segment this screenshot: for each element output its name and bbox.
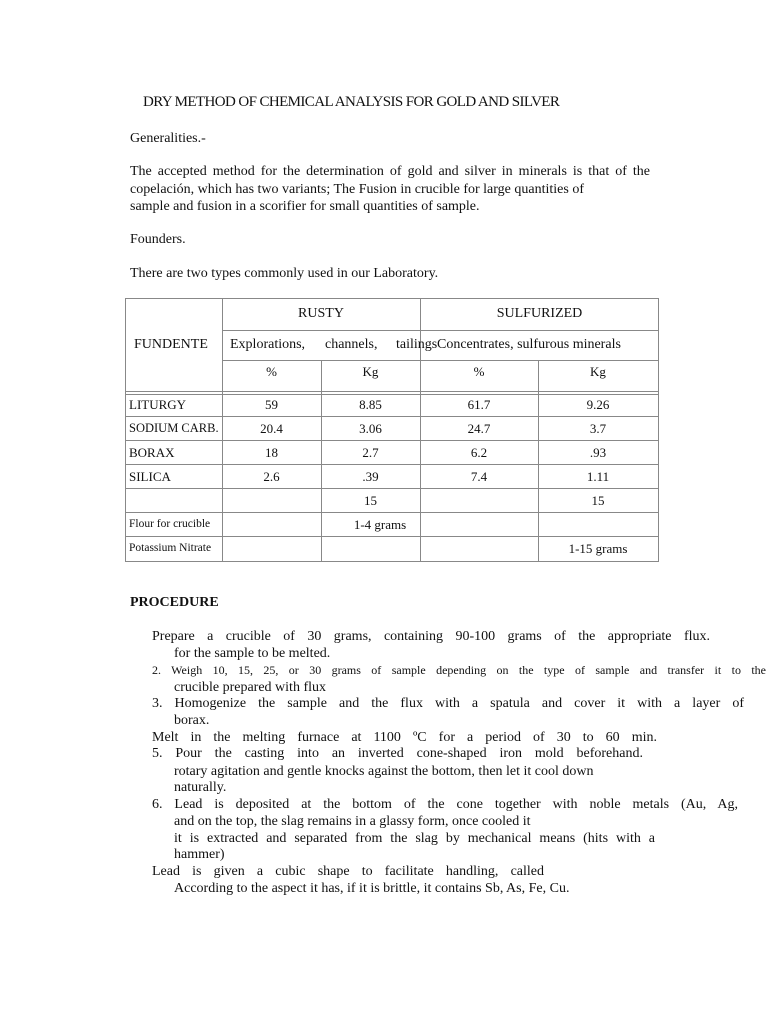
table-cell: 20.4 (260, 421, 283, 436)
procedure-heading: PROCEDURE (130, 595, 219, 610)
flux-table (125, 298, 659, 562)
procedure-line-14: hammer) (174, 847, 225, 862)
row-silica-name: SILICA (129, 469, 171, 484)
procedure-line-11: 6. Lead is deposited at the bottom of the cone together with noble metals (Au, Ag, (152, 797, 738, 812)
procedure-line-15: Lead is given a cubic shape to facilitate handling, called (152, 864, 544, 879)
procedure-line-16: According to the aspect it has, if it is brittle, it contains Sb, As, Fe, Cu. (174, 881, 570, 896)
row-potassium-name: Potassium Nitrate (129, 542, 212, 554)
table-cell: 3.7 (589, 421, 607, 436)
table-cell: 1.11 (586, 469, 610, 484)
table-cell: 59 (265, 397, 278, 412)
procedure-line-1: Prepare a crucible of 30 grams, containing 90-100 grams of the appropriate flux. (152, 629, 710, 644)
rusty-total: 15 (364, 493, 377, 508)
rusty-sub-2: channels, (325, 337, 378, 352)
table-cell: 24.7 (467, 421, 491, 436)
table-cell: .39 (362, 469, 379, 484)
table-cell: 3.06 (359, 421, 382, 436)
procedure-line-13: it is extracted and separated from the slag by mechanical means (hits with a (174, 831, 655, 846)
procedure-line-7: Melt in the melting furnace at 1100 ºC for a period of 30 to 60 min. (152, 730, 657, 745)
table-cell: .93 (589, 445, 607, 460)
rusty-header: RUSTY (298, 306, 344, 321)
founders-line: There are two types commonly used in our Laboratory. (130, 266, 439, 281)
potassium-sulf-value: 1-15 grams (568, 541, 628, 556)
generalities-line-3: sample and fusion in a scorifier for small quantities of sample. (130, 199, 480, 214)
table-cell: 61.7 (467, 397, 491, 412)
table-cell: 9.26 (586, 397, 610, 412)
sulfurized-sub: Concentrates, sulfurous minerals (437, 337, 621, 352)
unit-rusty-pct: % (266, 364, 277, 379)
row-liturgy-name: LITURGY (129, 397, 187, 412)
rusty-sub-1: Explorations, (230, 337, 306, 352)
generalities-line-1: The accepted method for the determination of gold and silver in minerals is that of the (130, 164, 650, 179)
generalities-line-2: copelación, which has two variants; The Fusion in crucible for large quantities of (130, 182, 584, 197)
table-cell: 18 (265, 445, 278, 460)
unit-sulf-pct: % (473, 364, 485, 379)
row-sodium-carb-name: SODIUM CARB. (129, 421, 219, 435)
founders-heading: Founders. (130, 232, 186, 247)
table-cell: 6.2 (470, 445, 488, 460)
procedure-line-6: borax. (174, 713, 210, 728)
table-cell: 8.85 (359, 397, 382, 412)
procedure-line-8: 5. Pour the casting into an inverted cone-shaped iron mold beforehand. (152, 746, 643, 761)
sulfurized-header: SULFURIZED (496, 306, 583, 321)
flour-rusty-value: 1-4 grams (353, 517, 407, 532)
procedure-line-9: rotary agitation and gentle knocks against the bottom, then let it cool down (174, 764, 594, 779)
table-cell: 7.4 (470, 469, 488, 484)
procedure-line-2: for the sample to be melted. (174, 646, 331, 661)
sulfurized-total: 15 (591, 493, 605, 508)
rusty-sub-3: tailings (396, 337, 438, 352)
table-cell: 2.6 (263, 469, 280, 484)
unit-sulf-kg: Kg (590, 364, 606, 379)
generalities-heading: Generalities.- (130, 131, 206, 146)
procedure-line-3: 2. Weigh 10, 15, 25, or 30 grams of sample depending on the type of sample and transfer it to the (152, 663, 766, 677)
procedure-line-12: and on the top, the slag remains in a glassy form, once cooled it (174, 814, 531, 829)
procedure-line-10: naturally. (174, 780, 227, 795)
row-borax-name: BORAX (129, 445, 175, 460)
row-flour-name: Flour for crucible (129, 518, 211, 530)
document-title: DRY METHOD OF CHEMICAL ANALYSIS FOR GOLD AND SILVER (143, 94, 560, 110)
procedure-line-5: 3. Homogenize the sample and the flux with a spatula and cover it with a layer of (152, 696, 744, 711)
procedure-line-4: crucible prepared with flux (174, 680, 326, 695)
unit-rusty-kg: Kg (362, 364, 379, 379)
fundente-header: FUNDENTE (134, 337, 208, 352)
table-cell: 2.7 (362, 445, 379, 460)
